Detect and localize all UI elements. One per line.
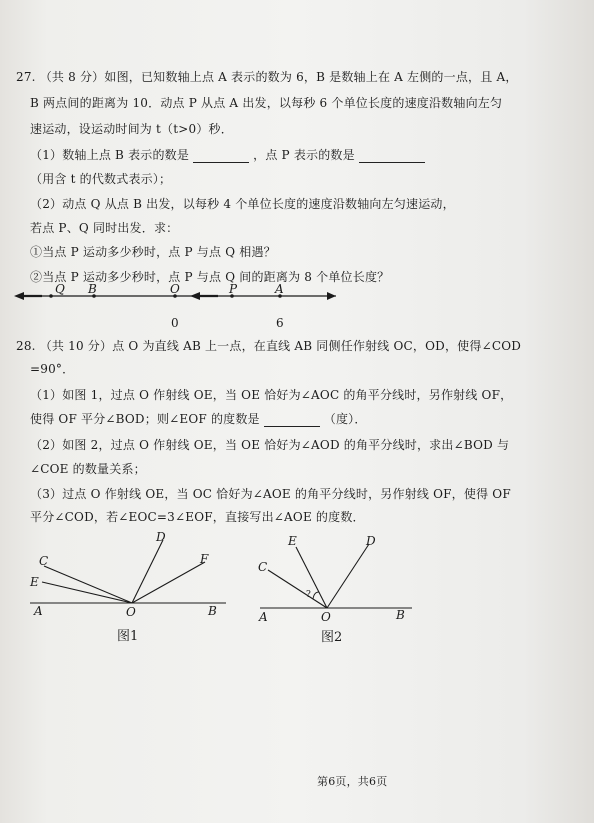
fig2-ray-oc xyxy=(268,570,327,608)
label-p: P xyxy=(229,282,238,296)
q28-part1-unit: （度）． xyxy=(323,412,367,426)
fig2-label-b: B xyxy=(396,608,405,622)
label-zero: 0 xyxy=(171,316,179,330)
q27-part1-text-a: （1）数轴上点 B 表示的数是 xyxy=(30,148,190,162)
q28-header: 28. （共 10 分）点 O 为直线 AB 上一点，在直线 AB 同侧任作射线 OC，OD，使得∠COD xyxy=(16,339,522,353)
label-a: A xyxy=(275,282,284,296)
q28-part3-b: 平分∠COD，若∠EOC=3∠EOF，直接写出∠AOE 的度数． xyxy=(30,510,365,524)
q27-part1-text-b: ，点 P 表示的数是 xyxy=(253,148,355,162)
q27-part2-sub2: ②当点 P 运动多少秒时，点 P 与点 Q 间的距离为 8 个单位长度？ xyxy=(30,270,390,284)
q28-part1: （1）如图 1，过点 O 作射线 OE，当 OE 恰好为∠AOC 的角平分线时，另作射线 OF， xyxy=(30,388,513,402)
q27-part2-cond: 若点 P、Q 同时出发．求： xyxy=(30,221,179,235)
q27-part1-note: （用含 t 的代数式表示）； xyxy=(30,172,172,186)
q27-header: 27. （共 8 分）如图，已知数轴上点 A 表示的数为 6，B 是数轴上在 A 左侧的一点，且 A， xyxy=(16,70,518,84)
label-b: B xyxy=(88,282,97,296)
fig2-ray-od xyxy=(327,544,369,608)
label-o: O xyxy=(170,282,180,296)
fig2-angle-arc xyxy=(313,592,319,599)
q28-part2-b: ∠COE 的数量关系； xyxy=(30,462,146,476)
fig1-label-e: E xyxy=(30,575,39,589)
fig2-arc-mark: ? xyxy=(306,590,311,600)
fig1-caption: 图1 xyxy=(117,629,139,644)
label-six: 6 xyxy=(276,316,284,330)
label-q: Q xyxy=(55,282,65,296)
q27-line3: 速运动，设运动时间为 t（t>0）秒． xyxy=(30,122,233,136)
q27-part2-sub1: ①当点 P 运动多少秒时，点 P 与点 Q 相遇？ xyxy=(30,245,276,259)
q28-line2: =90°． xyxy=(30,362,75,376)
fig2-label-o: O xyxy=(321,610,331,624)
fig1-label-f: F xyxy=(200,552,209,566)
page-footer: 第6页，共6页 xyxy=(317,775,388,788)
fig2-label-a: A xyxy=(259,610,268,624)
fig1-label-d: D xyxy=(156,530,166,544)
fig2-label-c: C xyxy=(258,560,268,574)
fig2-label-e: E xyxy=(288,534,297,548)
q28-part1-text: 使得 OF 平分∠BOD；则∠EOF 的度数是 xyxy=(30,412,260,426)
q28-part3: （3）过点 O 作射线 OE，当 OC 恰好为∠AOE 的角平分线时，另作射线 OF，使得 OF xyxy=(30,487,511,501)
fig2-label-d: D xyxy=(366,534,376,548)
q27-part2: （2）动点 Q 从点 B 出发，以每秒 4 个单位长度的速度沿数轴向左匀速运动， xyxy=(30,197,455,211)
fig1-label-a: A xyxy=(34,604,43,618)
fig1-label-b: B xyxy=(208,604,217,618)
fig1-label-o: O xyxy=(126,605,136,619)
fig2-ray-oe xyxy=(296,547,327,608)
fig1-label-c: C xyxy=(39,554,49,568)
fig2-caption: 图2 xyxy=(321,630,343,645)
q28-part2: （2）如图 2，过点 O 作射线 OE，当 OE 恰好为∠AOD 的角平分线时，求出∠BOD 与 xyxy=(30,438,510,452)
q27-line2: B 两点间的距离为 10．动点 P 从点 A 出发，以每秒 6 个单位长度的速度沿数轴向左匀 xyxy=(30,96,503,110)
